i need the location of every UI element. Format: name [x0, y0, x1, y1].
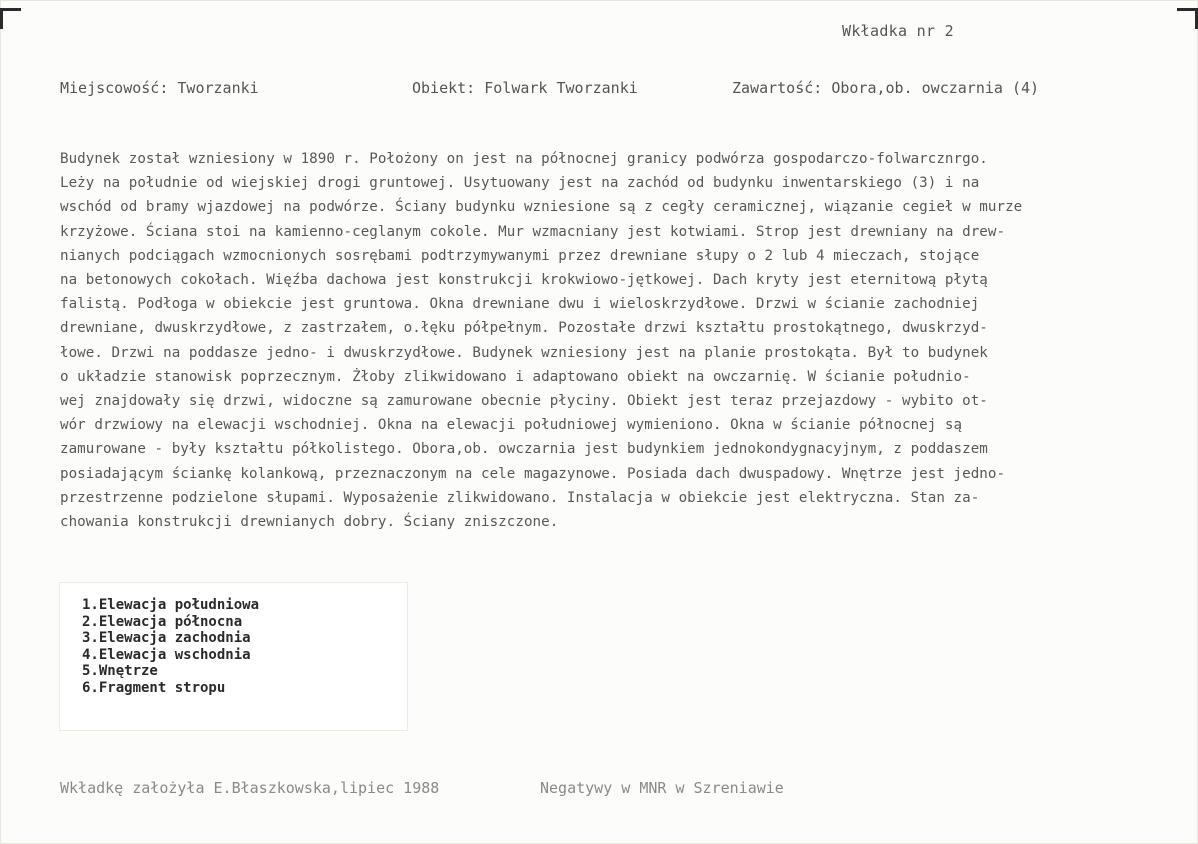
photo-list: [82, 597, 259, 696]
description-line: falistą. Podłoga w obiekcie jest gruntowa. Okna drewniane dwu i wieloskrzydłowe. Drzwi w ścianie zachodniej: [60, 296, 980, 313]
description-line: zamurowane - były kształtu półkolistego. Obora,ob. owczarnia jest budynkiem jednokondygnacyjnym, z poddaszem: [60, 441, 988, 458]
description-text: [60, 147, 1196, 534]
description-line: Leży na południe od wiejskiej drogi gruntowej. Usytuowany jest na zachód od budynku inwentarskiego (3) i na: [60, 175, 980, 192]
description-line: na betonowych cokołach. Więźba dachowa jest konstrukcji krokwiowo-jętkowej. Dach kryty jest eternitową płytą: [60, 272, 988, 289]
description-line: łowe. Drzwi na poddasze jedno- i dwuskrzydłowe. Budynek wzniesiony jest na planie prostokąta. Był to budynek: [60, 344, 988, 361]
insert-number: Wkładka nr 2: [842, 22, 954, 40]
description-line: chowania konstrukcji drewnianych dobry. Ściany zniszczone.: [60, 514, 559, 531]
photo-list-item: 6.Fragment stropu: [82, 679, 226, 696]
object-field: Obiekt: Folwark Tworzanki: [412, 79, 638, 97]
corner-mark-left: [0, 8, 21, 29]
negatives-note: Negatywy w MNR w Szreniawie: [540, 779, 784, 797]
photo-list-item: 4.Elewacja wschodnia: [82, 646, 251, 663]
locality-field: Miejscowość: Tworzanki: [60, 79, 259, 97]
description-line: wej znajdowały się drzwi, widoczne są zamurowane obecnie płyciny. Obiekt jest teraz przejazdowy - wybito ot-: [60, 393, 988, 410]
description-line: krzyżowe. Ściana stoi na kamienno-ceglanym cokole. Mur wzmacniany jest kotwiami. Strop jest drewniany na drew-: [60, 223, 1006, 240]
author-note: Wkładkę założyła E.Błaszkowska,lipiec 1988: [60, 779, 440, 797]
photo-list-item: 5.Wnętrze: [82, 663, 158, 679]
description-line: Budynek został wzniesiony w 1890 r. Położony on jest na północnej granicy podwórza gospodarczo-folwarcznrgo.: [60, 151, 988, 167]
description-line: drewniane, dwuskrzydłowe, z zastrzałem, o.łęku półpełnym. Pozostałe drzwi kształtu prostokątnego, dwuskrzyd-: [60, 320, 988, 337]
description-line: nianych podciągach wzmocnionych sosrębami podtrzymywanymi przez drewniane słupy o 2 lub 4 mieczach, stojące: [60, 247, 980, 264]
description-line: wschód od bramy wjazdowej na podwórze. Ściany budynku wzniesione są z cegły ceramicznej, wiązanie cegieł w murze: [60, 199, 1023, 216]
photo-list-item: 2.Elewacja północna: [82, 613, 243, 630]
description-line: przestrzenne podzielone słupami. Wyposażenie zlikwidowano. Instalacja w obiekcie jest elektryczna. Stan za-: [60, 489, 980, 506]
photo-list-box: [60, 583, 407, 730]
description-line: posiadającym ściankę kolankową, przeznaczonym na cele magazynowe. Posiada dach dwuspadowy. Wnętrze jest jedno-: [60, 465, 1006, 482]
description-line: wór drzwiowy na elewacji wschodniej. Okna na elewacji południowej wymieniono. Okna w ścianie północnej są: [60, 417, 963, 434]
contents-field: Zawartość: Obora,ob. owczarnia (4): [732, 79, 1040, 97]
photo-list-item: 3.Elewacja zachodnia: [82, 630, 251, 646]
corner-mark-right: [1177, 8, 1198, 29]
photo-list-item: 1.Elewacja południowa: [82, 597, 260, 613]
description-line: o układzie stanowisk poprzecznym. Żłoby zlikwidowano i adaptowano obiekt na owczarnię. W ścianie południo-: [60, 368, 971, 385]
